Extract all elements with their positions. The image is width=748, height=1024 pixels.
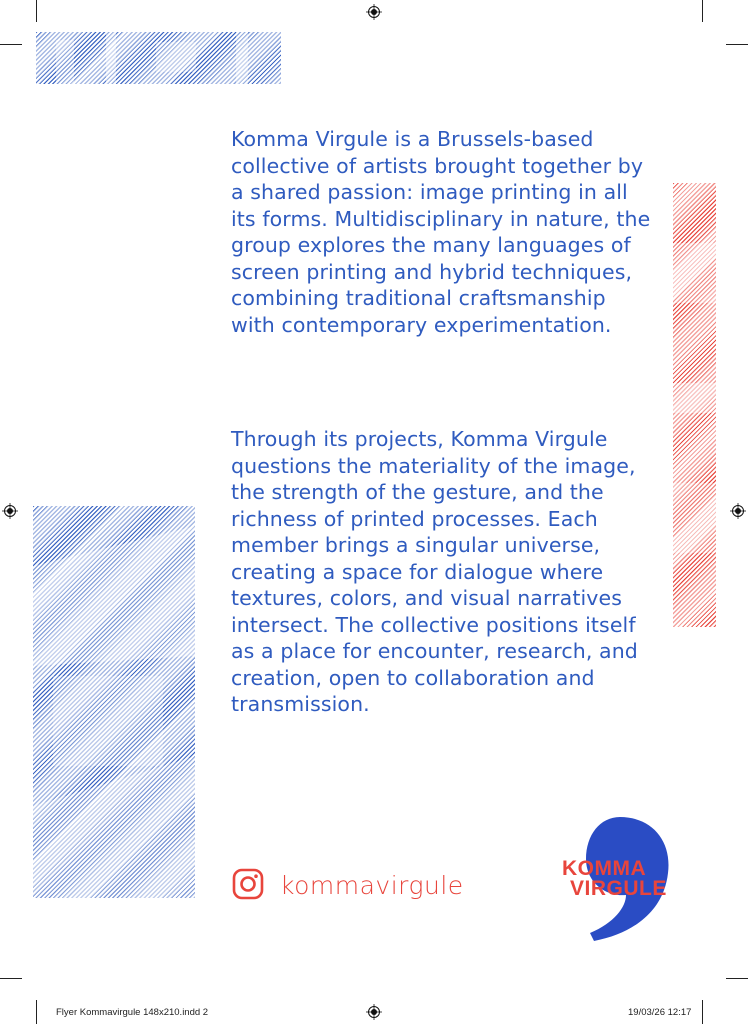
crop-mark [0, 978, 22, 979]
crop-mark [702, 1000, 703, 1024]
instagram-handle-link[interactable]: kommavirgule [280, 871, 464, 900]
projects-paragraph: Through its projects, Komma Virgule questions the materiality of the image, the strength of the gesture, and the richness of printed processes. Each member brings a singular universe, creating a space for dialogue where textures, colors, and visual narratives intersect. The collective positions itself as a place for encounter, research, and creation, open to collaboration and transmission. [231, 427, 638, 716]
registration-mark-icon [366, 1004, 382, 1020]
intro-paragraph: Komma Virgule is a Brussels-based collective of artists brought together by a shared passion: image printing in all its forms. Multidisciplinary in nature, the group explores the many languages of screen printing and hybrid techniques, combining traditional craftsmanship with contemporary experimentation. [231, 127, 651, 337]
halftone-photo-right [673, 183, 716, 627]
komma-virgule-logo [560, 815, 680, 945]
instagram-icon[interactable] [232, 868, 264, 900]
footer-file-name: Flyer Kommavirgule 148x210.indd 2 [56, 1007, 209, 1018]
crop-mark [0, 44, 22, 45]
footer-datetime: 19/03/26 12:17 [628, 1007, 692, 1018]
registration-mark-icon [366, 4, 382, 20]
registration-mark-icon [2, 503, 18, 519]
logo-wordmark-line1: KOMMA [562, 857, 647, 880]
crop-mark [726, 978, 748, 979]
registration-mark-icon [730, 503, 746, 519]
crop-mark [36, 0, 37, 22]
halftone-photo-left [33, 506, 195, 898]
crop-mark [702, 0, 703, 22]
logo-wordmark-line2: VIRGULE [570, 877, 667, 900]
halftone-photo-top [36, 32, 281, 84]
crop-mark [36, 1000, 37, 1024]
crop-mark [726, 44, 748, 45]
